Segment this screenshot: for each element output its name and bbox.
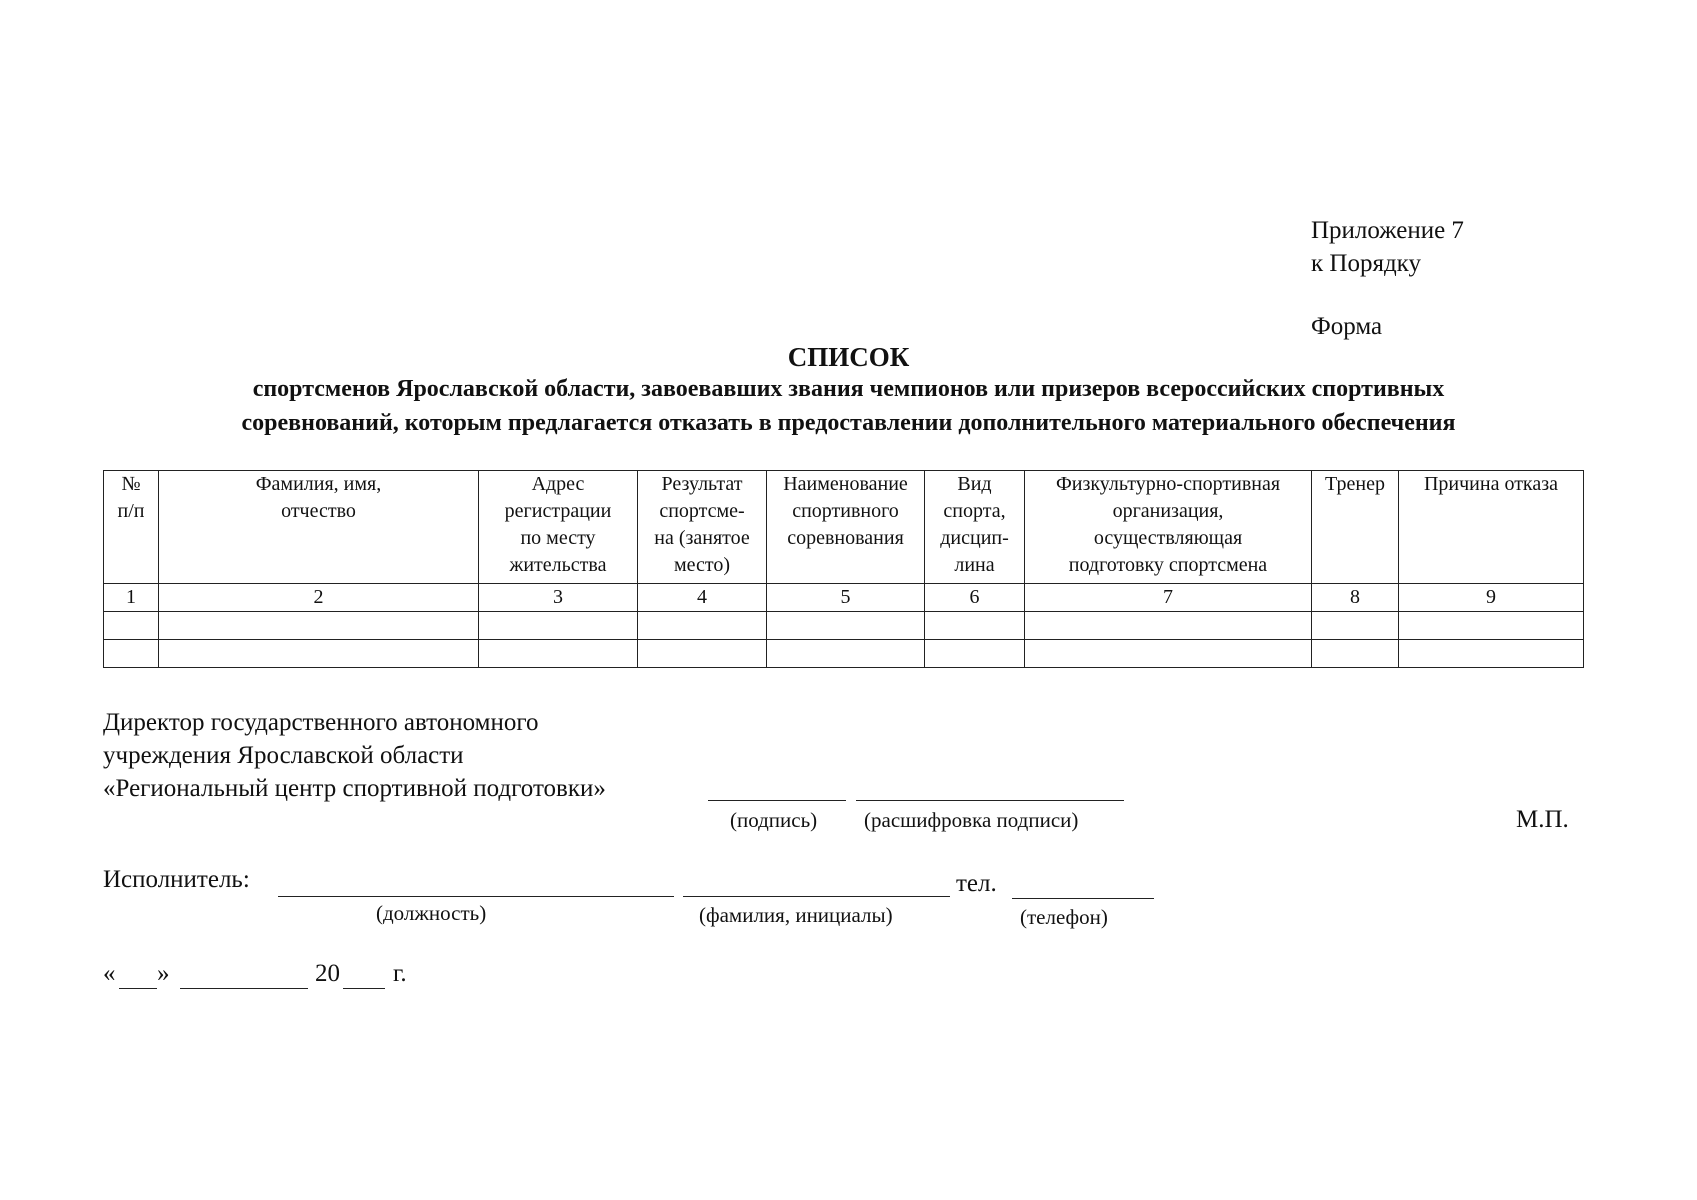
column-number: 5 [767, 584, 925, 612]
column-number: 2 [159, 584, 479, 612]
header-result: Результат спортсме- на (занятое место) [638, 471, 767, 584]
table-header-row [104, 471, 1584, 584]
signature-caption: (подпись) [730, 808, 818, 832]
header-coach: Тренер [1312, 471, 1399, 584]
document-subtitle-line-2: соревнований, которым предлагается отказать в предоставлении дополнительного материального обеспечения [241, 410, 1456, 436]
column-number: 9 [1399, 584, 1584, 612]
table-cell[interactable] [1312, 640, 1399, 668]
table-row [104, 640, 1584, 668]
header-address: Адрес регистрации по месту жительства [479, 471, 638, 584]
phone-line[interactable] [1012, 898, 1154, 899]
column-number: 7 [1025, 584, 1312, 612]
date-open-quote: « [103, 960, 116, 987]
signature-line[interactable] [708, 800, 846, 801]
executor-label: Исполнитель: [103, 866, 250, 893]
document-subtitle-line-1: спортсменов Ярославской области, завоевавших звания чемпионов или призеров всероссийских спортивных [252, 376, 1445, 402]
form-label: Форма [1311, 313, 1383, 340]
table-cell[interactable] [1312, 612, 1399, 640]
date-year-suffix: г. [393, 960, 407, 987]
column-number: 1 [104, 584, 159, 612]
phone-label: тел. [956, 870, 997, 897]
appendix-reference [1311, 214, 1464, 280]
date-month-line[interactable] [180, 988, 308, 989]
table-row [104, 612, 1584, 640]
date-year-line[interactable] [343, 988, 385, 989]
table-cell[interactable] [479, 640, 638, 668]
table-cell[interactable] [925, 640, 1025, 668]
director-title [103, 706, 606, 805]
date-year-prefix: 20 [315, 960, 340, 987]
table-cell[interactable] [1399, 612, 1584, 640]
column-number: 4 [638, 584, 767, 612]
table-cell[interactable] [159, 640, 479, 668]
signature-transcript-caption: (расшифровка подписи) [864, 808, 1079, 832]
column-number: 6 [925, 584, 1025, 612]
header-number: № п/п [104, 471, 159, 584]
header-competition: Наименование спортивного соревнования [767, 471, 925, 584]
executor-name-caption: (фамилия, инициалы) [699, 903, 893, 927]
table-cell[interactable] [767, 640, 925, 668]
date-day-line[interactable] [119, 988, 157, 989]
signature-transcript-line[interactable] [856, 800, 1124, 801]
table-cell[interactable] [159, 612, 479, 640]
column-number: 8 [1312, 584, 1399, 612]
date-close-quote: » [157, 960, 170, 987]
stamp-place: М.П. [1516, 806, 1569, 833]
athletes-table [103, 470, 1584, 668]
table-cell[interactable] [767, 612, 925, 640]
column-number-row [104, 584, 1584, 612]
table-cell[interactable] [1025, 612, 1312, 640]
header-refusal-reason: Причина отказа [1399, 471, 1584, 584]
header-sport: Вид спорта, дисцип- лина [925, 471, 1025, 584]
director-line-1: Директор государственного автономного [103, 709, 539, 736]
column-number: 3 [479, 584, 638, 612]
appendix-line-2: к Порядку [1311, 250, 1421, 277]
table-cell[interactable] [1399, 640, 1584, 668]
executor-name-line[interactable] [683, 896, 950, 897]
director-line-3: «Региональный центр спортивной подготовки» [103, 775, 606, 802]
table-cell[interactable] [638, 640, 767, 668]
table-cell[interactable] [638, 612, 767, 640]
director-line-2: учреждения Ярославской области [103, 742, 464, 769]
table-cell[interactable] [479, 612, 638, 640]
header-full-name: Фамилия, имя, отчество [159, 471, 479, 584]
header-organization: Физкультурно-спортивная организация, осуществляющая подготовку спортсмена [1025, 471, 1312, 584]
table-cell[interactable] [1025, 640, 1312, 668]
executor-position-caption: (должность) [376, 901, 487, 925]
table-cell[interactable] [104, 612, 159, 640]
document-title: СПИСОК [787, 342, 910, 372]
phone-caption: (телефон) [1020, 905, 1108, 929]
table-cell[interactable] [925, 612, 1025, 640]
appendix-line-1: Приложение 7 [1311, 217, 1464, 244]
executor-position-line[interactable] [278, 896, 674, 897]
table-cell[interactable] [104, 640, 159, 668]
